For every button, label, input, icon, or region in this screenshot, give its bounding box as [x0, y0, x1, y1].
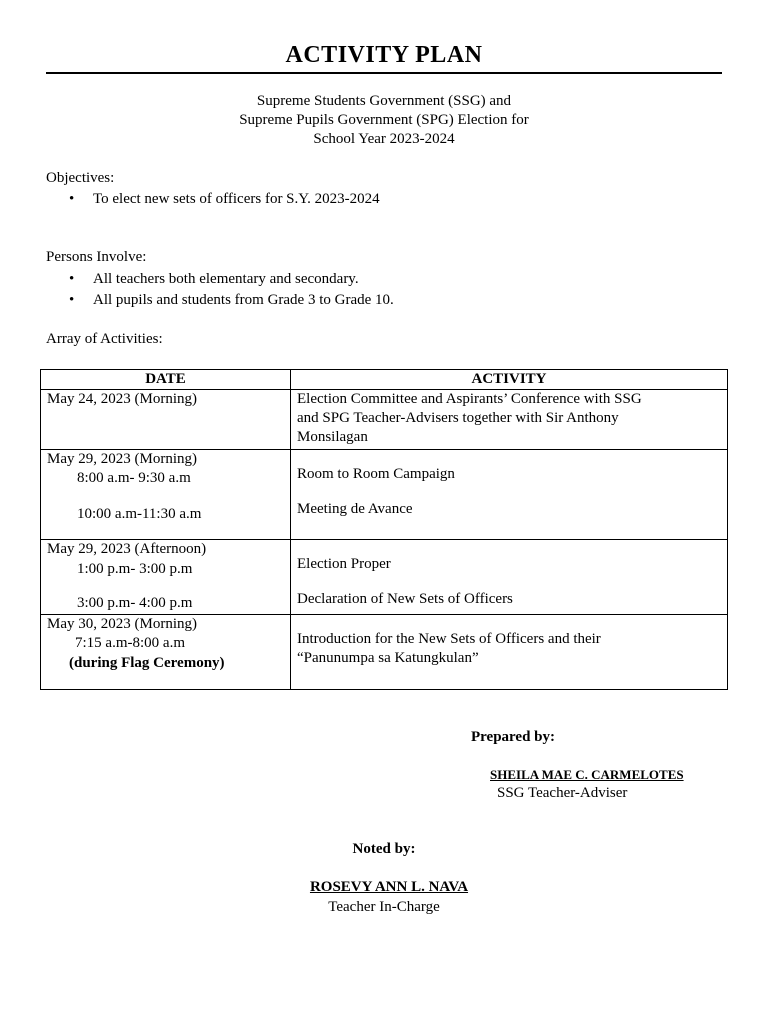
subtitle-line-2: Supreme Pupils Government (SPG) Election for [239, 112, 529, 128]
row4-date: May 30, 2023 (Morning) [47, 616, 197, 632]
persons-item-2 [69, 292, 394, 309]
row1-activity-line-2: and SPG Teacher-Advisers together with Sir Anthony [297, 410, 619, 426]
row4-time-1: 7:15 a.m-8:00 a.m [75, 635, 185, 651]
persons-item-1 [69, 271, 359, 288]
row1-activity-line-3: Monsilagan [297, 429, 368, 445]
row1-date: May 24, 2023 (Morning) [47, 391, 197, 407]
title-rule [46, 72, 722, 74]
objective-item [69, 191, 380, 208]
noted-by-label: Noted by: [352, 841, 416, 857]
table-row [41, 450, 728, 540]
prepared-by-name: SHEILA MAE C. CARMELOTES [490, 767, 684, 782]
activity-cell [291, 450, 728, 540]
row4-time-2: (during Flag Ceremony) [69, 655, 225, 671]
activity-cell [291, 540, 728, 615]
row2-activity-1: Room to Room Campaign [297, 466, 455, 482]
subtitle-line-1: Supreme Students Government (SSG) and [256, 93, 512, 109]
row3-activity-2: Declaration of New Sets of Officers [297, 591, 513, 607]
row4-activity-line-1: Introduction for the New Sets of Officers and their [297, 631, 601, 647]
activities-table [40, 369, 728, 690]
bullet-icon: • [69, 292, 75, 308]
persons-heading: Persons Involve: [46, 249, 147, 265]
date-cell [41, 450, 291, 540]
row4-activity-line-2: “Panunumpa sa Katungkulan” [297, 650, 479, 666]
row3-time-1: 1:00 p.m- 3:00 p.m [77, 561, 193, 577]
table-row [41, 615, 728, 690]
noted-by-position: Teacher In-Charge [328, 899, 440, 915]
row3-time-2: 3:00 p.m- 4:00 p.m [77, 595, 193, 611]
row2-date: May 29, 2023 (Morning) [47, 451, 197, 467]
row1-activity-line-1: Election Committee and Aspirants’ Conference with SSG [297, 391, 642, 407]
date-column-header: DATE [41, 370, 291, 390]
prepared-by-position: SSG Teacher-Adviser [497, 785, 628, 801]
bullet-icon: • [69, 191, 75, 207]
row2-time-1: 8:00 a.m- 9:30 a.m [77, 470, 191, 486]
row2-time-2: 10:00 a.m-11:30 a.m [77, 506, 202, 522]
activities-heading: Array of Activities: [46, 331, 163, 347]
prepared-by-label: Prepared by: [471, 729, 556, 745]
table-row [41, 390, 728, 450]
table-header-row [41, 370, 728, 390]
row2-activity-2: Meeting de Avance [297, 501, 413, 517]
row3-activity-1: Election Proper [297, 556, 391, 572]
objectives-heading: Objectives: [46, 170, 115, 186]
objective-text: To elect new sets of officers for S.Y. 2023-2024 [93, 191, 380, 207]
activity-cell [291, 615, 728, 690]
persons-text-2: All pupils and students from Grade 3 to Grade 10. [93, 292, 394, 308]
table-row [41, 540, 728, 615]
bullet-icon: • [69, 271, 75, 287]
date-cell [41, 615, 291, 690]
subtitle-line-3: School Year 2023-2024 [313, 131, 455, 147]
activity-cell [291, 390, 728, 450]
date-cell [41, 390, 291, 450]
persons-text-1: All teachers both elementary and secondary. [93, 271, 359, 287]
date-cell [41, 540, 291, 615]
noted-by-name: ROSEVY ANN L. NAVA [309, 879, 469, 895]
activity-column-header: ACTIVITY [291, 370, 728, 390]
document-title: ACTIVITY PLAN [285, 42, 483, 68]
row3-date: May 29, 2023 (Afternoon) [47, 541, 207, 557]
